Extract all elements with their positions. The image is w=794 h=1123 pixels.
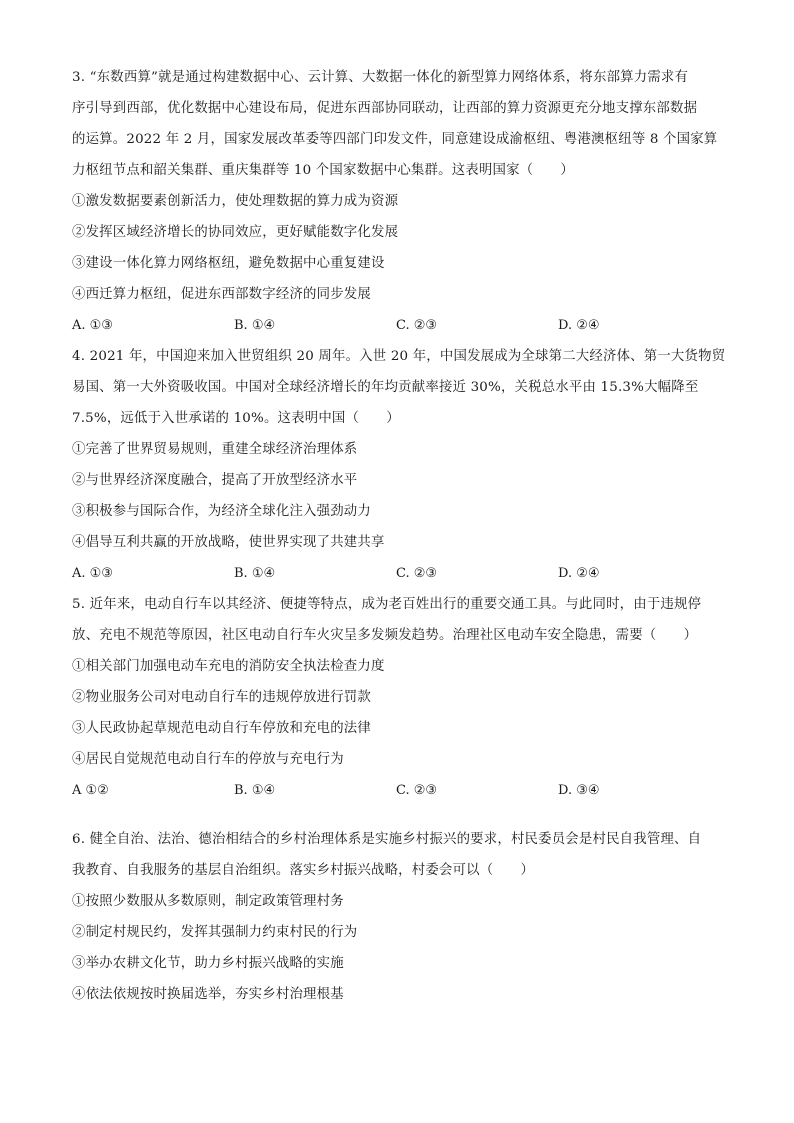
question-stem-line: 放、充电不规范等原因，社区电动自行车火灾呈多发频发趋势。治理社区电动车安全隐患，需要（ ） [72, 628, 698, 643]
question-stem-line: 7.5%，远低于入世承诺的 10%。这表明中国（ ） [72, 411, 400, 426]
question-3 [72, 62, 732, 341]
question-stem-line: 易国、第一大外资吸收国。中国对全球经济增长的年均贡献率接近 30%，关税总水平由 15.3%大幅降至 [72, 380, 699, 395]
answer-choices [72, 558, 732, 589]
choice-d[interactable]: D. ②④ [558, 318, 600, 333]
answer-choices [72, 310, 732, 341]
question-stem-line: 力枢纽节点和韶关集群、重庆集群等 10 个国家数据中心集群。这表明国家（ ） [72, 163, 575, 178]
statement-option: ④倡导互利共赢的开放战略，使世界实现了共建共享 [72, 535, 385, 550]
question-4 [72, 341, 732, 589]
choice-d[interactable]: D. ②④ [558, 566, 600, 581]
statement-option: ③积极参与国际合作，为经济全球化注入强劲动力 [72, 504, 371, 519]
question-5 [72, 589, 732, 806]
answer-choices [72, 775, 732, 806]
choice-c[interactable]: C. ②③ [396, 783, 438, 798]
statement-option: ②物业服务公司对电动自行车的违规停放进行罚款 [72, 690, 371, 705]
statement-option: ②与世界经济深度融合，提高了开放型经济水平 [72, 473, 358, 488]
question-6 [72, 824, 732, 1010]
question-stem-line: 6. 健全自治、法治、德治相结合的乡村治理体系是实施乡村振兴的要求，村民委员会是村民自我管理、自 [72, 832, 702, 847]
statement-option: ①按照少数服从多数原则，制定政策管理村务 [72, 894, 344, 909]
choice-c[interactable]: C. ②③ [396, 318, 438, 333]
statement-option: ②发挥区域经济增长的协同效应，更好赋能数字化发展 [72, 225, 399, 240]
statement-option: ①完善了世界贸易规则，重建全球经济治理体系 [72, 442, 358, 457]
question-stem-line: 5. 近年来，电动自行车以其经济、便捷等特点，成为老百姓出行的重要交通工具。与此同时，由于违规停 [72, 597, 702, 612]
question-stem-line: 4. 2021 年，中国迎来加入世贸组织 20 周年。入世 20 年，中国发展成为全球第二大经济体、第一大货物贸 [72, 349, 726, 364]
statement-option: ④西迁算力枢纽，促进东西部数字经济的同步发展 [72, 287, 371, 302]
choice-b[interactable]: B. ①④ [234, 318, 276, 333]
question-stem-line: 我教育、自我服务的基层自治组织。落实乡村振兴战略，村委会可以（ ） [72, 863, 535, 878]
question-stem-line: 的运算。2022 年 2 月，国家发展改革委等四部门印发文件，同意建设成渝枢纽、粤港澳枢纽等 8 个国家算 [72, 132, 718, 147]
choice-c[interactable]: C. ②③ [396, 566, 438, 581]
choice-b[interactable]: B. ①④ [234, 566, 276, 581]
choice-d[interactable]: D. ③④ [558, 783, 600, 798]
statement-option: ④居民自觉规范电动自行车的停放与充电行为 [72, 752, 344, 767]
question-stem-line: 序引导到西部，优化数据中心建设布局，促进东西部协同联动，让西部的算力资源更充分地支撑东部数据 [72, 101, 698, 116]
statement-option: ②制定村规民约，发挥其强制力约束村民的行为 [72, 925, 358, 940]
choice-a[interactable]: A. ①③ [72, 566, 113, 581]
statement-option: ④依法依规按时换届选举，夯实乡村治理根基 [72, 987, 344, 1002]
question-stem-line: 3. “东数西算”就是通过构建数据中心、云计算、大数据一体化的新型算力网络体系，将东部算力需求有 [72, 70, 689, 85]
choice-b[interactable]: B. ①④ [234, 783, 276, 798]
exam-page [72, 62, 732, 1010]
statement-option: ③举办农耕文化节，助力乡村振兴战略的实施 [72, 956, 344, 971]
statement-option: ③建设一体化算力网络枢纽，避免数据中心重复建设 [72, 256, 385, 271]
choice-a[interactable]: A ①② [72, 783, 109, 798]
statement-option: ①相关部门加强电动车充电的消防安全执法检查力度 [72, 659, 385, 674]
statement-option: ③人民政协起草规范电动自行车停放和充电的法律 [72, 721, 371, 736]
statement-option: ①激发数据要素创新活力，使处理数据的算力成为资源 [72, 194, 399, 209]
question-spacer [72, 806, 732, 824]
choice-a[interactable]: A. ①③ [72, 318, 113, 333]
